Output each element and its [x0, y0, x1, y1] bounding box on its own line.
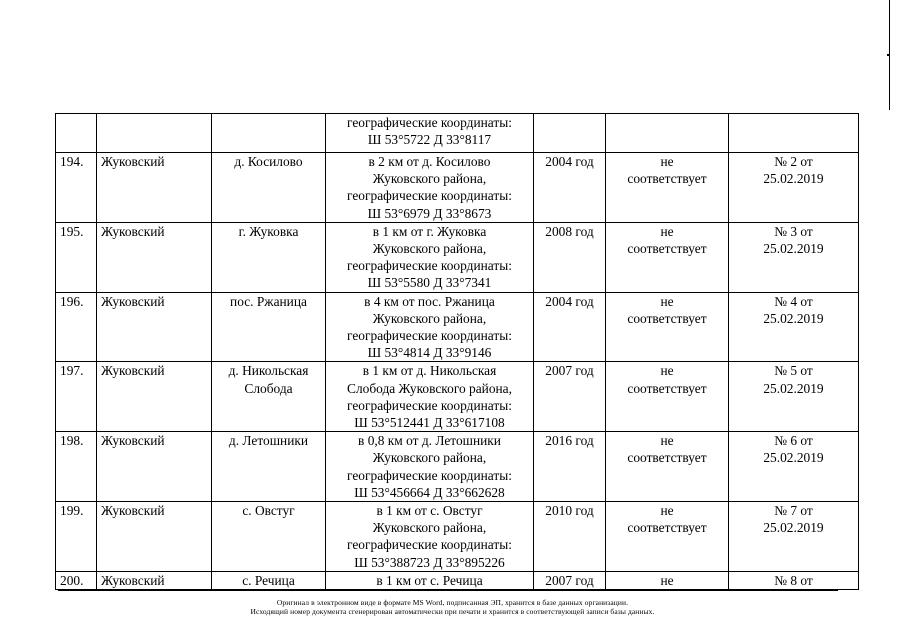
row-number [56, 114, 97, 153]
survey-year: 2007 год [534, 571, 606, 589]
locality-name: с. Овстуг [212, 502, 326, 572]
table-row [56, 114, 859, 153]
table-row [56, 292, 859, 362]
location-description: в 4 км от пос. Ржаница Жуковского района, географические координаты: Ш 53°4814 Д 33°9146 [326, 292, 534, 362]
footer-divider [58, 590, 838, 591]
table-row [56, 502, 859, 572]
survey-year: 2010 год [534, 502, 606, 572]
location-description: в 1 км от с. Речица [326, 571, 534, 589]
table-row [56, 432, 859, 502]
table-row [56, 153, 859, 223]
table-row [56, 362, 859, 432]
row-number: 200. [56, 571, 97, 589]
compliance-status: не соответствует [606, 362, 729, 432]
document-reference: № 6 от 25.02.2019 [729, 432, 859, 502]
location-description: в 1 км от д. Никольская Слобода Жуковского района, географические координаты: Ш 53°512441 Д 33°617108 [326, 362, 534, 432]
survey-year: 2004 год [534, 153, 606, 223]
row-number: 195. [56, 222, 97, 292]
registry-table [55, 113, 859, 590]
district-name: Жуковский [97, 432, 212, 502]
document-reference: № 7 от 25.02.2019 [729, 502, 859, 572]
district-name [97, 114, 212, 153]
row-number: 198. [56, 432, 97, 502]
locality-name: д. Никольская Слобода [212, 362, 326, 432]
table-row [56, 222, 859, 292]
footer-note-1: Оригинал в электронном виде в формате MS Word, подписанная ЭП, хранится в базе данных организации. [276, 598, 629, 607]
district-name: Жуковский [97, 153, 212, 223]
compliance-status: не соответствует [606, 222, 729, 292]
location-description: в 1 км от г. Жуковка Жуковского района, географические координаты: Ш 53°5580 Д 33°7341 [326, 222, 534, 292]
compliance-status: не соответствует [606, 502, 729, 572]
document-reference: № 4 от 25.02.2019 [729, 292, 859, 362]
margin-mark [887, 54, 890, 56]
district-name: Жуковский [97, 222, 212, 292]
location-description: в 0,8 км от д. Летошники Жуковского района, географические координаты: Ш 53°456664 Д 33°662628 [326, 432, 534, 502]
compliance-status: не соответствует [606, 432, 729, 502]
locality-name: д. Косилово [212, 153, 326, 223]
document-reference: № 8 от [729, 571, 859, 589]
location-description: в 2 км от д. Косилово Жуковского района, географические координаты: Ш 53°6979 Д 33°8673 [326, 153, 534, 223]
survey-year: 2016 год [534, 432, 606, 502]
compliance-status: не [606, 571, 729, 589]
location-description: географические координаты: Ш 53°5722 Д 33°8117 [326, 114, 534, 153]
district-name: Жуковский [97, 292, 212, 362]
locality-name: г. Жуковка [212, 222, 326, 292]
document-reference: № 3 от 25.02.2019 [729, 222, 859, 292]
survey-year: 2008 год [534, 222, 606, 292]
compliance-status: не соответствует [606, 153, 729, 223]
district-name: Жуковский [97, 571, 212, 589]
footer-note-2: Исходящий номер документа сгенерирован автоматически при печати и хранится в соответствующей записи базы данных. [250, 607, 655, 616]
row-number: 196. [56, 292, 97, 362]
survey-year: 2004 год [534, 292, 606, 362]
locality-name [212, 114, 326, 153]
locality-name: пос. Ржаница [212, 292, 326, 362]
district-name: Жуковский [97, 502, 212, 572]
survey-year [534, 114, 606, 153]
survey-year: 2007 год [534, 362, 606, 432]
row-number: 194. [56, 153, 97, 223]
locality-name: д. Летошники [212, 432, 326, 502]
table-row [56, 571, 859, 589]
locality-name: с. Речица [212, 571, 326, 589]
row-number: 197. [56, 362, 97, 432]
district-name: Жуковский [97, 362, 212, 432]
document-reference: № 5 от 25.02.2019 [729, 362, 859, 432]
row-number: 199. [56, 502, 97, 572]
document-reference: № 2 от 25.02.2019 [729, 153, 859, 223]
location-description: в 1 км от с. Овстуг Жуковского района, географические координаты: Ш 53°388723 Д 33°895226 [326, 502, 534, 572]
compliance-status: не соответствует [606, 292, 729, 362]
compliance-status [606, 114, 729, 153]
document-reference [729, 114, 859, 153]
